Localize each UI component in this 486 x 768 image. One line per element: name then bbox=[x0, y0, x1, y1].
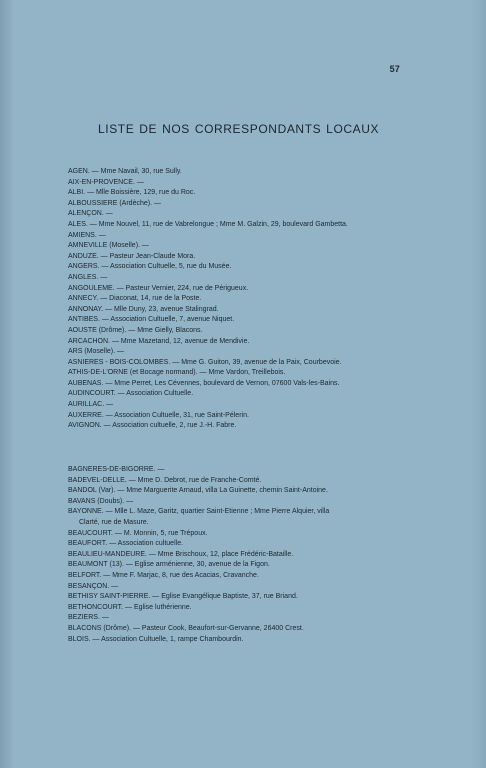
list-item: BEAUFORT. — Association cultuelle. bbox=[68, 540, 184, 548]
list-item: BESANÇON. — bbox=[68, 582, 119, 590]
list-item: BELFORT. — Mme F. Marjac, 8, rue des Acacias, Cravanche. bbox=[68, 571, 259, 579]
list-item: AMIENS. — bbox=[68, 231, 106, 239]
list-item: BLOIS. — Association Cultuelle, 1, rampe Chambourdin. bbox=[68, 635, 244, 643]
list-item bbox=[68, 507, 412, 528]
list-item: BEAUCOURT. — M. Monnin, 5, rue Trépoux. bbox=[68, 529, 208, 537]
list-item: ALENÇON. — bbox=[68, 210, 113, 218]
list-item: BANDOL (Var). — Mme Marguerite Arnaud, villa La Guinette, chemin Saint-Antoine. bbox=[68, 487, 328, 495]
list-item: ARCACHON. — Mme Mazetand, 12, avenue de Mendivie. bbox=[68, 337, 250, 345]
list-item: AUXERRE. — Association Cultuelle, 31, rue Saint-Pélerin. bbox=[68, 411, 249, 419]
list-item: BEZIERS. — bbox=[68, 614, 109, 622]
list-item: BEAULIEU-MANDEURE. — Mme Brischoux, 12, place Frédéric-Bataille. bbox=[68, 550, 294, 558]
list-item: AUBENAS. — Mme Perret, Les Cévennes, boulevard de Vernon, 07600 Vals-les-Bains. bbox=[68, 379, 340, 387]
list-item: AURILLAC. — bbox=[68, 401, 114, 409]
list-item: ATHIS-DE-L'ORNE (et Bocage normand). — Mme Vardon, Treillebois. bbox=[68, 369, 286, 377]
list-item: ANGOULEME. — Pasteur Vernier, 224, rue de Périgueux. bbox=[68, 284, 249, 292]
page-title: LISTE DE NOS CORRESPONDANTS LOCAUX bbox=[98, 122, 380, 136]
page-number: 57 bbox=[389, 64, 400, 74]
list-item: AVIGNON. — Association cultuelle, 2, rue J.-H. Fabre. bbox=[68, 422, 237, 430]
list-item: ANNONAY. — Mlle Duny, 23, avenue Stalingrad. bbox=[68, 305, 219, 313]
list-item: ARS (Moselle). — bbox=[68, 348, 125, 356]
list-item: AGEN. — Mme Navail, 30, rue Sully. bbox=[68, 168, 182, 175]
list-item: ALES. — Mme Nouvel, 11, rue de Vabrelongue ; Mme M. Galzin, 29, boulevard Gambetta. bbox=[68, 220, 348, 228]
list-item: ANTIBES. — Association Cultuelle, 7, avenue Niquet. bbox=[68, 316, 235, 324]
list-item: BETHISY SAINT-PIERRE. — Eglise Evangélique Baptiste, 37, rue Briand. bbox=[68, 593, 298, 601]
list-item-text: BAYONNE. — Mlle L. Maze, Garitz, quartier Saint-Etienne ; Mme Pierre Alquier, villa bbox=[68, 508, 330, 516]
correspondents-list-b bbox=[68, 465, 412, 645]
list-item: ALBI. — Mlle Boissière, 129, rue du Roc. bbox=[68, 189, 196, 197]
list-item-continuation: Clarté, rue de Masure. bbox=[79, 518, 149, 526]
list-item: ASNIERES - BOIS-COLOMBES. — Mme G. Guiton, 39, avenue de la Paix, Courbevoie. bbox=[68, 358, 342, 366]
list-item: BEAUMONT (13). — Eglise arménienne, 30, avenue de la Figon. bbox=[68, 561, 270, 569]
list-item: AIX-EN-PROVENCE. — bbox=[68, 178, 144, 186]
list-item: BAGNERES-DE-BIGORRE. — bbox=[68, 466, 165, 473]
list-item: AMNEVILLE (Moselle). — bbox=[68, 242, 149, 250]
list-item: AOUSTE (Drôme). — Mme Gielly, Blacons. bbox=[68, 326, 203, 334]
list-item: BADEVEL-DELLE. — Mme D. Debrot, rue de Franche-Comté. bbox=[68, 476, 262, 484]
list-item: BETHONCOURT. — Eglise luthérienne. bbox=[68, 603, 192, 611]
list-item: BAVANS (Doubs). — bbox=[68, 497, 134, 505]
list-item: ANNECY. — Diaconat, 14, rue de la Poste. bbox=[68, 295, 202, 303]
list-item: BLACONS (Drôme). — Pasteur Cook, Beaufort-sur-Gervanne, 26400 Crest. bbox=[68, 624, 304, 632]
correspondents-list-a bbox=[68, 167, 412, 432]
list-item: ALBOUSSIERE (Ardèche). — bbox=[68, 199, 161, 207]
list-item: ANDUZE. — Pasteur Jean-Claude Mora. bbox=[68, 252, 196, 260]
list-item: AUDINCOURT. — Association Cultuelle. bbox=[68, 390, 194, 398]
list-item: ANGLES. — bbox=[68, 273, 108, 281]
list-item: ANGERS. — Association Cultuelle, 5, rue du Musée. bbox=[68, 263, 232, 271]
